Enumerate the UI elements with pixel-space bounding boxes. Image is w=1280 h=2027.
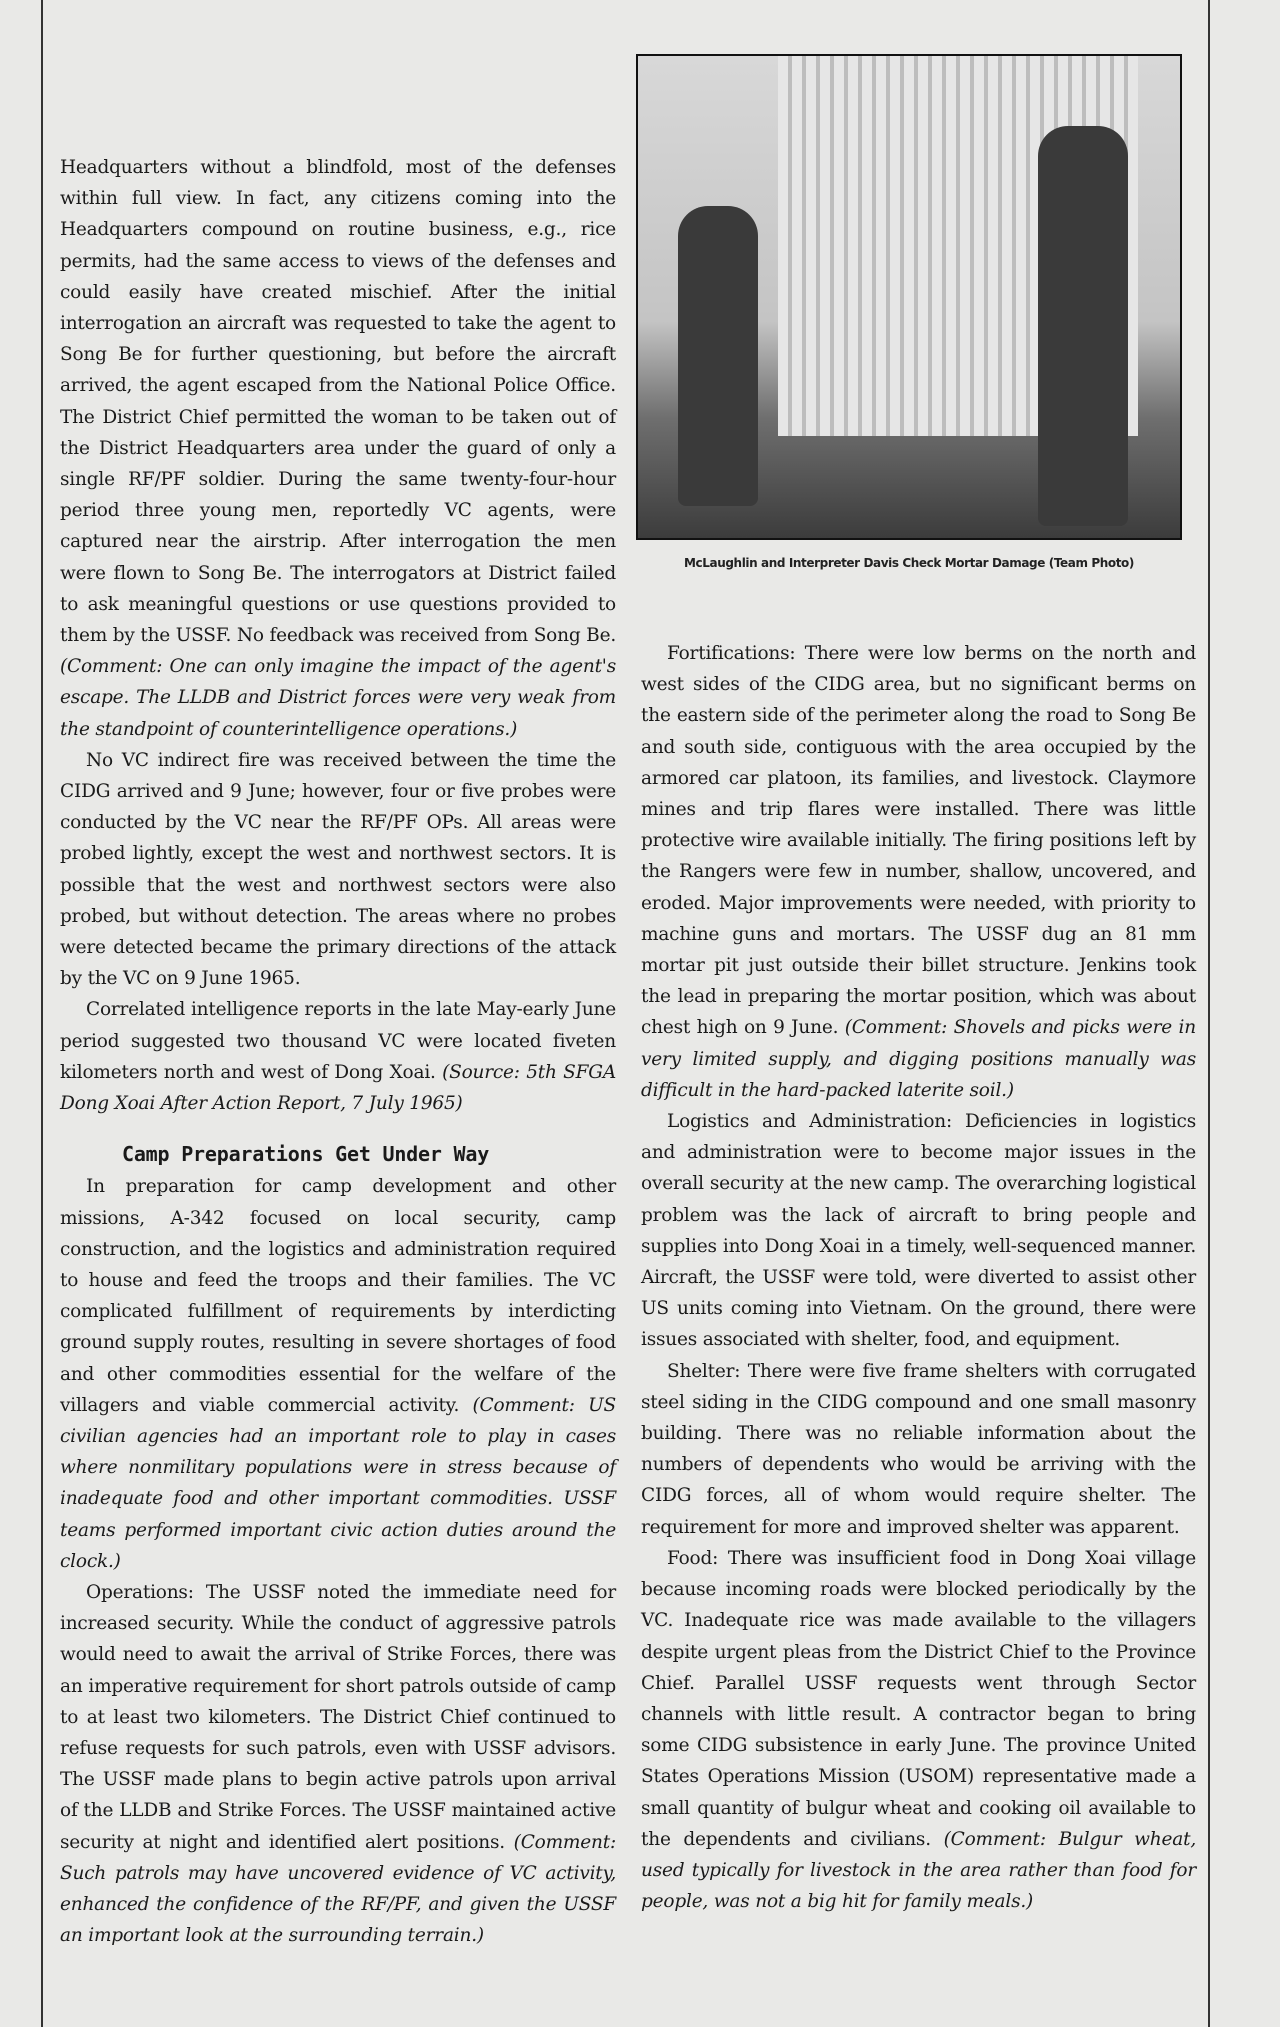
editorial-comment: (Comment: Bulgur wheat, used typically for livestock in the area rather than food for people, was not a big hit for family meals.) — [641, 1828, 1196, 1913]
page-border-right — [1208, 0, 1210, 2027]
paragraph — [641, 1543, 1196, 1917]
editorial-comment: (Comment: Such patrols may have uncovered evidence of VC activity, enhanced the confidence of the RF/PF, and given the USSF an important look at the surrounding terrain.) — [60, 1831, 616, 1947]
paragraph-text: In preparation for camp development and other missions, A-342 focused on local security, camp construction, and the logistics and administration required to house and feed the troops and their families. The VC complicated fulfillment of requirements by interdicting ground supply routes, resulting in severe shortages of food and other commodities essential for the welfare of the villagers and viable commercial activity. — [60, 1176, 616, 1416]
article-column-right — [641, 638, 1196, 1917]
editorial-comment: (Source: 5th SFGA Dong Xoai After Action Report, 7 July 1965) — [60, 1061, 616, 1115]
photo-caption: McLaughlin and Interpreter Davis Check Mortar Damage (Team Photo) — [684, 556, 1134, 570]
photo-mortar-damage — [636, 54, 1182, 540]
page-border-left — [41, 0, 43, 2027]
editorial-comment: (Comment: Shovels and picks were in very limited supply, and digging positions manually was difficult in the hard-packed laterite soil.) — [641, 1017, 1196, 1101]
paragraph-text: Operations: The USSF noted the immediate need for increased security. While the conduct of aggressive patrols would need to await the arrival of Strike Forces, there was an imperative requirement for short patrols outside of camp to at least two kilometers. The District Chief continued to refuse requests for such patrols, even with USSF advisors. The USSF made plans to begin active patrols upon arrival of the LLDB and Strike Forces. The USSF maintained active security at night and identified alert positions. — [60, 1581, 616, 1853]
soldier-figure-left — [678, 206, 758, 506]
paragraph — [60, 994, 616, 1119]
soldier-figure-right — [1038, 126, 1128, 526]
editorial-comment: (Comment: US civilian agencies had an important role to play in cases where nonmilitary populations were in stress because of inadequate food and other important commodities. USSF teams performed important civic action duties around the clock.) — [60, 1394, 616, 1572]
article-column-left — [60, 152, 616, 1951]
paragraph — [60, 1577, 616, 1951]
paragraph — [641, 1356, 1196, 1543]
paragraph — [60, 745, 616, 995]
paragraph-text: Logistics and Administration: Deficiencies in logistics and administration were to become major issues in the overall security at the new camp. The overarching logistical problem was the lack of aircraft to bring people and supplies into Dong Xoai in a timely, well-sequenced manner. Aircraft, the USSF were told, were diverted to assist other US units coming into Vietnam. On the ground, there were issues associated with shelter, food, and equipment. — [641, 1111, 1196, 1351]
editorial-comment: (Comment: One can only imagine the impact of the agent's escape. The LLDB and District forces were very weak from the standpoint of counterintelligence operations.) — [60, 656, 616, 740]
paragraph-text: Correlated intelligence reports in the late May-early June period suggested two thousand VC were located fiveten kilometers north and west of Dong Xoai. — [60, 999, 616, 1083]
paragraph-text: Headquarters without a blindfold, most of the defenses within full view. In fact, any citizens coming into the Headquarters compound on routine business, e.g., rice permits, had the same access to views of the defenses and could easily have created mischief. After the initial interrogation an aircraft was requested to take the agent to Song Be for further questioning, but before the aircraft arrived, the agent escaped from the National Police Office. The District Chief permitted the woman to be taken out of the District Headquarters area under the guard of only a single RF/PF soldier. During the same twenty-four-hour period three young men, reportedly VC agents, were captured near the airstrip. After interrogation the men were flown to Song Be. The interrogators at District failed to ask meaningful questions or use questions provided to them by the USSF. No feedback was received from Song Be. — [60, 157, 616, 647]
paragraph — [60, 1171, 616, 1577]
paragraph — [641, 638, 1196, 1106]
paragraph-text: Fortifications: There were low berms on the north and west sides of the CIDG area, but no significant berms on the eastern side of the perimeter along the road to Song Be and south side, contiguous with the area occupied by the armored car platoon, its families, and livestock. Claymore mines and trip flares were installed. There was little protective wire available initially. The firing positions left by the Rangers were few in number, shallow, uncovered, and eroded. Major improvements were needed, with priority to machine guns and mortars. The USSF dug an 81 mm mortar pit just outside their billet structure. Jenkins took the lead in preparing the mortar position, which was about chest high on 9 June. — [641, 643, 1196, 1039]
paragraph — [641, 1106, 1196, 1356]
paragraph-text: Shelter: There were five frame shelters with corrugated steel siding in the CIDG compound and one small masonry building. There was no reliable information about the numbers of dependents who would be arriving with the CIDG forces, all of whom would require shelter. The requirement for more and improved shelter was apparent. — [641, 1360, 1196, 1538]
section-heading: Camp Preparations Get Under Way — [122, 1142, 490, 1167]
paragraph-text: No VC indirect fire was received between the time the CIDG arrived and 9 June; however, four or five probes were conducted by the VC near the RF/PF OPs. All areas were probed lightly, except the west and northwest sectors. It is possible that the west and northwest sectors were also probed, but without detection. The areas where no probes were detected became the primary directions of the attack by the VC on 9 June 1965. — [60, 749, 616, 990]
paragraph-text: Food: There was insufficient food in Dong Xoai village because incoming roads were blocked periodically by the VC. Inadequate rice was made available to the villagers despite urgent pleas from the District Chief to the Province Chief. Parallel USSF requests went through Sector channels with little result. A contractor began to bring some CIDG subsistence in early June. The province United States Operations Mission (USOM) representative made a small quantity of bulgur wheat and cooking oil available to the dependents and civilians. — [641, 1547, 1196, 1850]
paragraph — [60, 152, 616, 745]
